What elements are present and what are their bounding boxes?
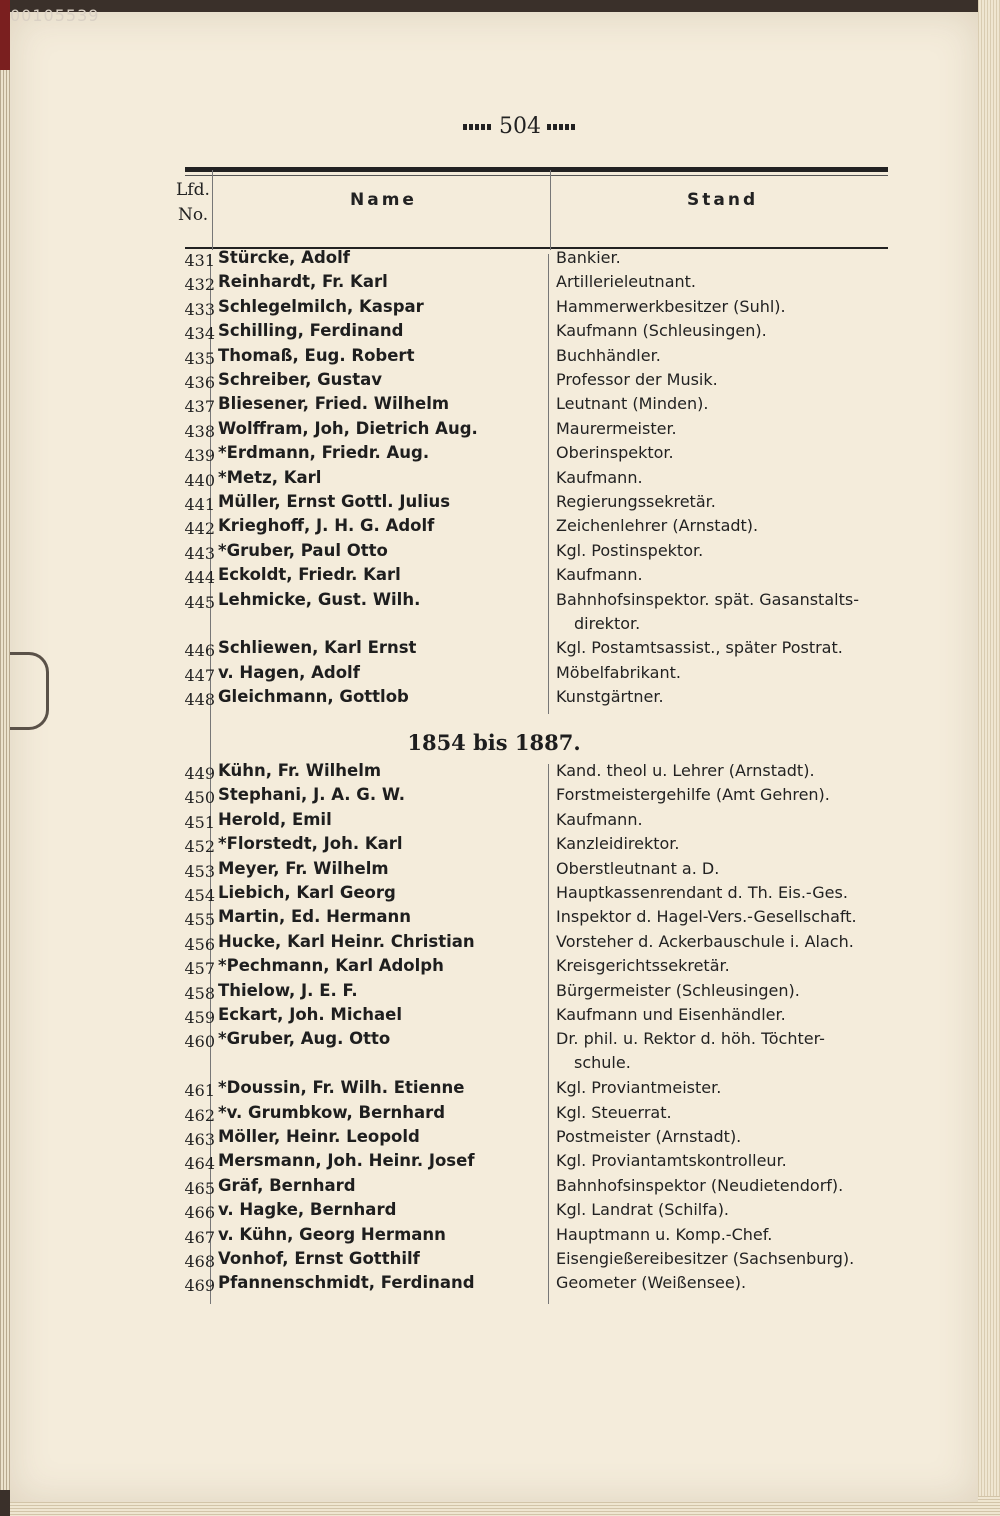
entry-stand: Bankier.: [556, 248, 621, 267]
entry-stand: Kreisgerichtssekretär.: [556, 956, 730, 976]
entry-stand: Professor der Musik.: [556, 370, 718, 389]
entry-number: 449: [184, 764, 215, 783]
entry-name: Schlegelmilch, Kaspar: [218, 296, 424, 316]
entry-stand: Eisengießereibesitzer (Sachsenburg).: [556, 1249, 855, 1268]
entry-name: Gräf, Bernhard: [218, 1175, 356, 1195]
register-entry: [10, 468, 978, 492]
entry-stand: Kgl. Postinspektor.: [556, 540, 704, 560]
book-page: [10, 6, 978, 1502]
entry-name: Stephani, J. A. G. W.: [218, 785, 405, 805]
entry-number: 467: [184, 1227, 215, 1247]
entry-stand: Kaufmann.: [556, 809, 643, 829]
register-entry: [10, 1029, 978, 1073]
register-entry: [10, 321, 978, 345]
entry-number: 457: [184, 959, 215, 979]
entry-name: Schliewen, Karl Ernst: [218, 638, 417, 658]
register-entry: [10, 810, 978, 834]
register-entry: [10, 1273, 978, 1297]
entry-number: 458: [184, 983, 215, 1003]
register-entry: [10, 687, 978, 711]
register-entry: [10, 1151, 978, 1175]
entry-stand: Leutnant (Minden).: [556, 394, 709, 414]
entry-stand-continued: direktor.: [574, 613, 641, 633]
entry-stand: Vorsteher d. Ackerbauschule i. Alach.: [556, 931, 854, 951]
header-name: Name: [350, 190, 417, 210]
register-entry: [10, 859, 978, 883]
entry-stand: Hammerwerkbesitzer (Suhl).: [556, 296, 786, 316]
entry-name: Herold, Emil: [218, 809, 332, 829]
entry-stand: Artillerieleutnant.: [556, 272, 696, 292]
entry-number: 438: [184, 421, 215, 441]
entry-number: 442: [184, 519, 215, 539]
entry-number: 437: [184, 397, 215, 417]
register-entry: [10, 638, 978, 662]
entry-number: 443: [184, 543, 215, 563]
entry-stand: Forstmeistergehilfe (Amt Gehren).: [556, 785, 830, 805]
entry-number: 453: [184, 861, 215, 881]
entry-name: Martin, Ed. Hermann: [218, 907, 412, 927]
entry-number: 441: [184, 495, 215, 514]
entry-name: Thomaß, Eug. Robert: [218, 345, 415, 365]
entry-stand: Oberinspektor.: [556, 443, 674, 463]
entry-name: Thielow, J. E. F.: [218, 980, 358, 1000]
entry-stand: Kanzleidirektor.: [556, 834, 680, 854]
entry-number: 446: [184, 641, 215, 661]
entry-number: 435: [184, 348, 215, 368]
ornament-right-icon: [547, 124, 577, 130]
entry-stand: Maurermeister.: [556, 418, 677, 438]
entry-name: Eckoldt, Friedr. Karl: [218, 565, 401, 585]
entry-stand: Kgl. Proviantmeister.: [556, 1078, 722, 1098]
header-no: No.: [178, 205, 209, 225]
register-entry: [10, 1200, 978, 1224]
register-entry: [10, 834, 978, 858]
entry-stand: Bahnhofsinspektor. spät. Gasanstalts-: [556, 589, 859, 609]
entry-number: 434: [184, 324, 215, 344]
register-entry: [10, 492, 978, 516]
entry-name: v. Kühn, Georg Hermann: [218, 1224, 446, 1244]
register-entry: [10, 907, 978, 931]
entry-stand: Kaufmann.: [556, 467, 643, 487]
entry-stand: Kgl. Steuerrat.: [556, 1102, 672, 1122]
entry-name: *Gruber, Paul Otto: [218, 540, 388, 560]
entry-name: *Metz, Karl: [218, 467, 322, 487]
register-entry: [10, 1103, 978, 1127]
entry-name: Bliesener, Fried. Wilhelm: [218, 394, 450, 414]
entry-number: 436: [184, 373, 215, 392]
entry-number: 452: [184, 837, 215, 857]
entry-name: Müller, Ernst Gottl. Julius: [218, 492, 451, 511]
register-entry: [10, 1078, 978, 1102]
entry-name: Eckart, Joh. Michael: [218, 1005, 403, 1024]
register-entry: [10, 297, 978, 321]
register-entry: [10, 394, 978, 418]
entry-name: v. Hagen, Adolf: [218, 662, 360, 682]
entry-number: 454: [184, 886, 215, 905]
register-entry: [10, 419, 978, 443]
entry-number: 447: [184, 665, 215, 685]
register-entry: [10, 883, 978, 907]
entry-name: Schilling, Ferdinand: [218, 321, 404, 341]
entry-number: 461: [184, 1081, 215, 1101]
register-entry: [10, 1225, 978, 1249]
entry-name: Schreiber, Gustav: [218, 370, 383, 389]
register-entry: [10, 1249, 978, 1273]
entry-name: Lehmicke, Gust. Wilh.: [218, 589, 421, 609]
entry-stand: Inspektor d. Hagel-Vers.-Gesellschaft.: [556, 907, 857, 927]
entry-number: 465: [184, 1178, 215, 1198]
entry-number: 439: [184, 446, 215, 466]
header-rule-thin: [185, 175, 888, 176]
register-entry: [10, 1127, 978, 1151]
register-entry: [10, 370, 978, 394]
entry-number: 462: [184, 1105, 215, 1125]
entry-stand: Bürgermeister (Schleusingen).: [556, 980, 800, 1000]
entry-name: *Erdmann, Friedr. Aug.: [218, 443, 430, 463]
entry-stand: Kgl. Landrat (Schilfa).: [556, 1200, 730, 1220]
entry-number: 464: [184, 1154, 215, 1174]
entry-number: 448: [184, 690, 215, 710]
entry-stand: Oberstleutnant a. D.: [556, 858, 720, 878]
page-number: [450, 114, 590, 139]
entry-stand: Hauptkassenrendant d. Th. Eis.-Ges.: [556, 883, 848, 902]
entry-name: Pfannenschmidt, Ferdinand: [218, 1273, 475, 1293]
register-entry: [10, 1005, 978, 1029]
register-entry: [10, 565, 978, 589]
entry-name: Gleichmann, Gottlob: [218, 687, 409, 707]
book-spine-top: [0, 0, 10, 70]
entry-number: 455: [184, 910, 215, 930]
entry-number: 450: [184, 788, 215, 808]
entry-name: *Doussin, Fr. Wilh. Etienne: [218, 1078, 465, 1098]
entry-number: 433: [184, 299, 215, 319]
entry-name: Meyer, Fr. Wilhelm: [218, 858, 389, 878]
register-entry: [10, 589, 978, 633]
register-entry: [10, 541, 978, 565]
entry-name: Mersmann, Joh. Heinr. Josef: [218, 1151, 475, 1171]
register-entry: [10, 516, 978, 540]
entry-name: *v. Grumbkow, Bernhard: [218, 1102, 446, 1122]
entry-stand: Geometer (Weißensee).: [556, 1273, 747, 1293]
clip-icon: [10, 652, 49, 730]
entry-number: 431: [184, 251, 215, 270]
column-divider: [550, 170, 551, 250]
entry-number: 469: [184, 1276, 215, 1296]
header-stand: Stand: [687, 190, 759, 210]
entry-name: Reinhardt, Fr. Karl: [218, 272, 388, 292]
book-spine: [0, 70, 10, 1490]
entry-number: 459: [184, 1008, 215, 1027]
entry-number: 432: [184, 275, 215, 295]
entry-name: Möller, Heinr. Leopold: [218, 1127, 420, 1146]
entry-number: 444: [184, 568, 215, 588]
register-entry: [10, 785, 978, 809]
entry-number: 445: [184, 592, 215, 612]
entry-stand: Hauptmann u. Komp.-Chef.: [556, 1224, 773, 1244]
register-entry: [10, 663, 978, 687]
entry-stand: Zeichenlehrer (Arnstadt).: [556, 516, 759, 536]
register-entry: [10, 1176, 978, 1200]
entry-name: *Gruber, Aug. Otto: [218, 1029, 391, 1049]
entry-stand: Kand. theol u. Lehrer (Arnstadt).: [556, 761, 815, 780]
entry-name: Wolffram, Joh, Dietrich Aug.: [218, 418, 478, 438]
register-entry: [10, 761, 978, 785]
entry-name: Liebich, Karl Georg: [218, 883, 396, 902]
entry-number: 460: [184, 1032, 215, 1052]
header-rule-thick: [185, 167, 888, 172]
entry-number: 440: [184, 470, 215, 490]
entry-stand: Kgl. Proviantamtskontrolleur.: [556, 1151, 787, 1171]
register-entry: [10, 981, 978, 1005]
register-entry: [10, 932, 978, 956]
register-entry: [10, 346, 978, 370]
register-entry: [10, 272, 978, 296]
entry-stand: Möbelfabrikant.: [556, 662, 681, 682]
entry-stand: Kaufmann und Eisenhändler.: [556, 1005, 786, 1024]
entry-number: 466: [184, 1203, 215, 1223]
register-entry: [10, 956, 978, 980]
entry-number: 451: [184, 812, 215, 832]
entry-number: 456: [184, 934, 215, 954]
page-number-text: 504: [499, 114, 541, 139]
section-title: 1854 bis 1887.: [407, 730, 581, 755]
entry-name: v. Hagke, Bernhard: [218, 1200, 397, 1220]
entry-name: Vonhof, Ernst Gotthilf: [218, 1249, 420, 1268]
entry-name: *Florstedt, Joh. Karl: [218, 834, 403, 854]
ornament-left-icon: [463, 124, 493, 130]
entry-name: Hucke, Karl Heinr. Christian: [218, 931, 475, 951]
entry-name: Krieghoff, J. H. G. Adolf: [218, 516, 435, 536]
archive-id: 00105539: [10, 6, 100, 25]
entry-stand: Postmeister (Arnstadt).: [556, 1127, 742, 1146]
entry-stand: Kgl. Postamtsassist., später Postrat.: [556, 638, 843, 658]
register-entry: [10, 248, 978, 272]
page-edge-right: [978, 0, 1000, 1516]
entry-name: *Pechmann, Karl Adolph: [218, 956, 444, 976]
entry-name: Kühn, Fr. Wilhelm: [218, 761, 382, 780]
entry-number: 463: [184, 1130, 215, 1149]
entry-stand: Kaufmann (Schleusingen).: [556, 321, 767, 341]
entry-stand: Regierungssekretär.: [556, 492, 716, 511]
entry-stand: Dr. phil. u. Rektor d. höh. Töchter-: [556, 1029, 825, 1049]
entry-stand: Bahnhofsinspektor (Neudietendorf).: [556, 1175, 844, 1195]
column-divider: [212, 170, 213, 250]
entry-name: Stürcke, Adolf: [218, 248, 350, 267]
entry-stand: Kaufmann.: [556, 565, 643, 585]
entry-number: 468: [184, 1252, 215, 1271]
entry-stand: Buchhändler.: [556, 345, 661, 365]
entry-stand-continued: schule.: [574, 1053, 631, 1073]
header-lfd: Lfd.: [176, 180, 210, 200]
register-entry: [10, 443, 978, 467]
entry-stand: Kunstgärtner.: [556, 687, 664, 707]
